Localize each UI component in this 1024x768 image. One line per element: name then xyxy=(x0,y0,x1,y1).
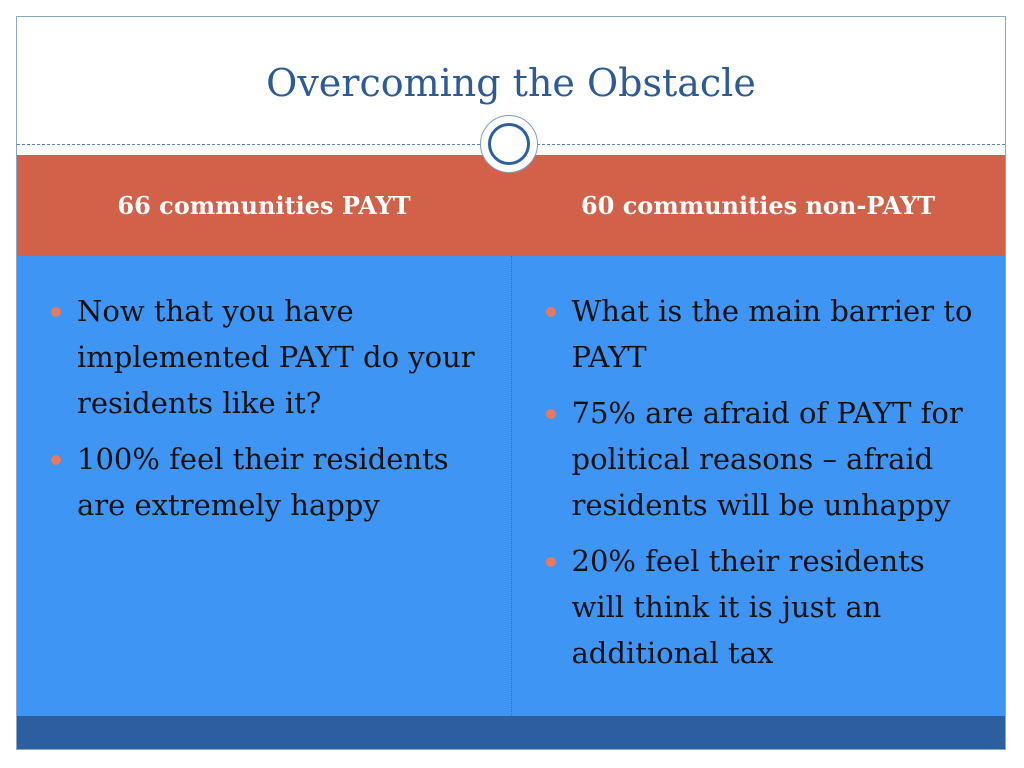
slide xyxy=(16,16,1006,750)
bullet-text: 100% feel their residents are extremely happy xyxy=(77,442,449,522)
list-item xyxy=(47,436,491,528)
circle-ornament-icon xyxy=(480,115,538,173)
header-non-payt: 60 communities non-PAYT xyxy=(580,190,936,220)
payt-bullet-list xyxy=(47,288,491,528)
bullet-text: 20% feel their residents will think it is just an additional tax xyxy=(571,544,925,670)
circle-ornament-inner xyxy=(488,123,530,165)
bullet-text: What is the main barrier to PAYT xyxy=(571,294,973,374)
bullet-text: 75% are afraid of PAYT for political reasons – afraid residents will be unhappy xyxy=(571,396,963,522)
list-item xyxy=(542,390,986,528)
header-payt: 66 communities PAYT xyxy=(117,190,411,220)
list-item xyxy=(542,538,986,676)
non-payt-bullet-list xyxy=(542,288,986,676)
bullet-dot-icon xyxy=(546,557,556,567)
slide-title: Overcoming the Obstacle xyxy=(266,61,756,105)
bullet-dot-icon xyxy=(546,307,556,317)
footer-bar xyxy=(17,716,1005,749)
bullet-dot-icon xyxy=(51,307,61,317)
non-payt-column xyxy=(512,256,1006,718)
bullet-dot-icon xyxy=(51,455,61,465)
bullet-dot-icon xyxy=(546,409,556,419)
payt-column xyxy=(17,256,512,718)
list-item xyxy=(542,288,986,380)
list-item xyxy=(47,288,491,426)
bullet-text: Now that you have implemented PAYT do your residents like it? xyxy=(77,294,475,420)
table-body-row xyxy=(17,256,1005,718)
